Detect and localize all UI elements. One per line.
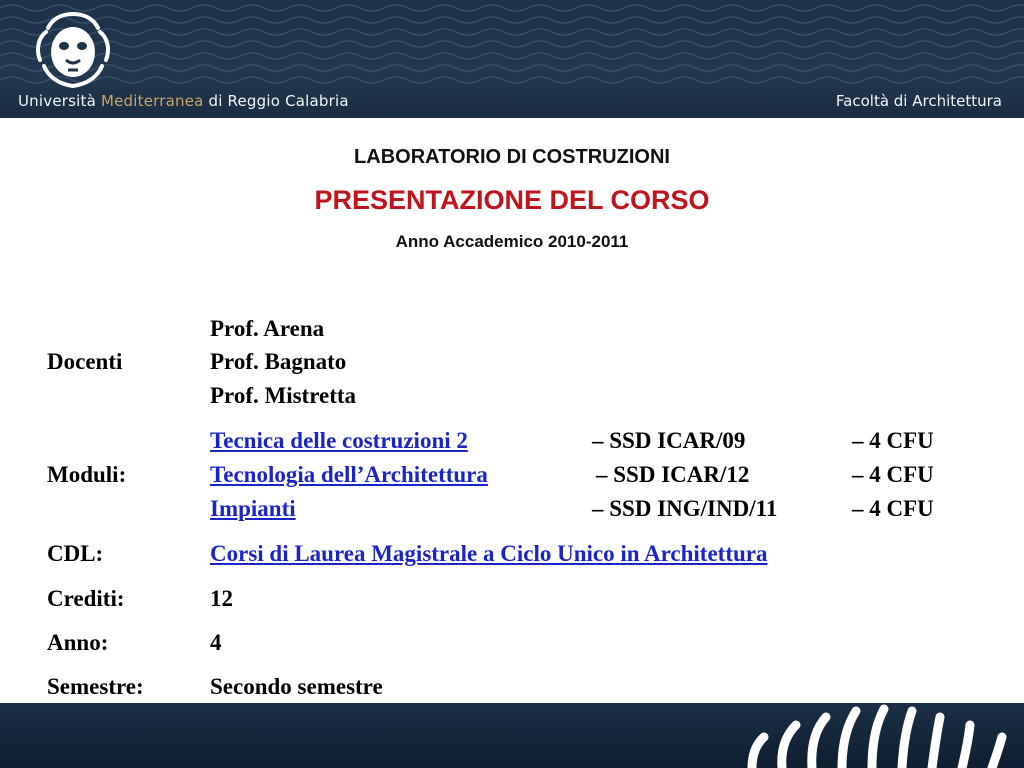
crediti-label: Crediti:	[47, 586, 125, 611]
module-link-impianti[interactable]: Impianti	[210, 496, 296, 521]
footer-wave-icon	[0, 703, 1024, 768]
module-link-tecnica[interactable]: Tecnica delle costruzioni 2	[210, 428, 468, 453]
semestre-label: Semestre:	[47, 674, 144, 699]
prof-mistretta: Prof. Mistretta	[210, 383, 357, 408]
module-link-tecnologia[interactable]: Tecnologia dell’Architettura	[210, 462, 488, 487]
header-banner	[0, 0, 1024, 118]
cdl-link[interactable]: Corsi di Laurea Magistrale a Ciclo Unico in Architettura	[210, 541, 768, 566]
prof-bagnato: Prof. Bagnato	[210, 349, 347, 374]
lion-head-logo-icon	[30, 8, 116, 92]
footer-banner	[0, 703, 1024, 768]
module-ssd-impianti: – SSD ING/IND/11	[592, 496, 778, 521]
faculty-name: Facoltà di Architettura	[835, 92, 1002, 110]
academic-year: Anno Accademico 2010-2011	[395, 232, 629, 251]
anno-value: 4	[210, 630, 222, 655]
prof-arena: Prof. Arena	[210, 316, 325, 341]
university-name: Università Mediterranea di Reggio Calabria	[18, 92, 349, 110]
semestre-value: Secondo semestre	[210, 674, 383, 699]
presentation-title: PRESENTAZIONE DEL CORSO	[314, 185, 710, 215]
module-ssd-tecnologia: – SSD ICAR/12	[596, 462, 750, 487]
moduli-label: Moduli:	[47, 462, 127, 487]
module-ssd-tecnica: – SSD ICAR/09	[592, 428, 746, 453]
cdl-label: CDL:	[47, 541, 104, 566]
docenti-label: Docenti	[47, 349, 123, 374]
course-title: LABORATORIO DI COSTRUZIONI	[354, 146, 670, 168]
module-cfu-impianti: – 4 CFU	[852, 496, 934, 521]
crediti-value: 12	[210, 586, 233, 611]
module-cfu-tecnologia: – 4 CFU	[852, 462, 934, 487]
anno-label: Anno:	[47, 630, 109, 655]
module-cfu-tecnica: – 4 CFU	[852, 428, 934, 453]
